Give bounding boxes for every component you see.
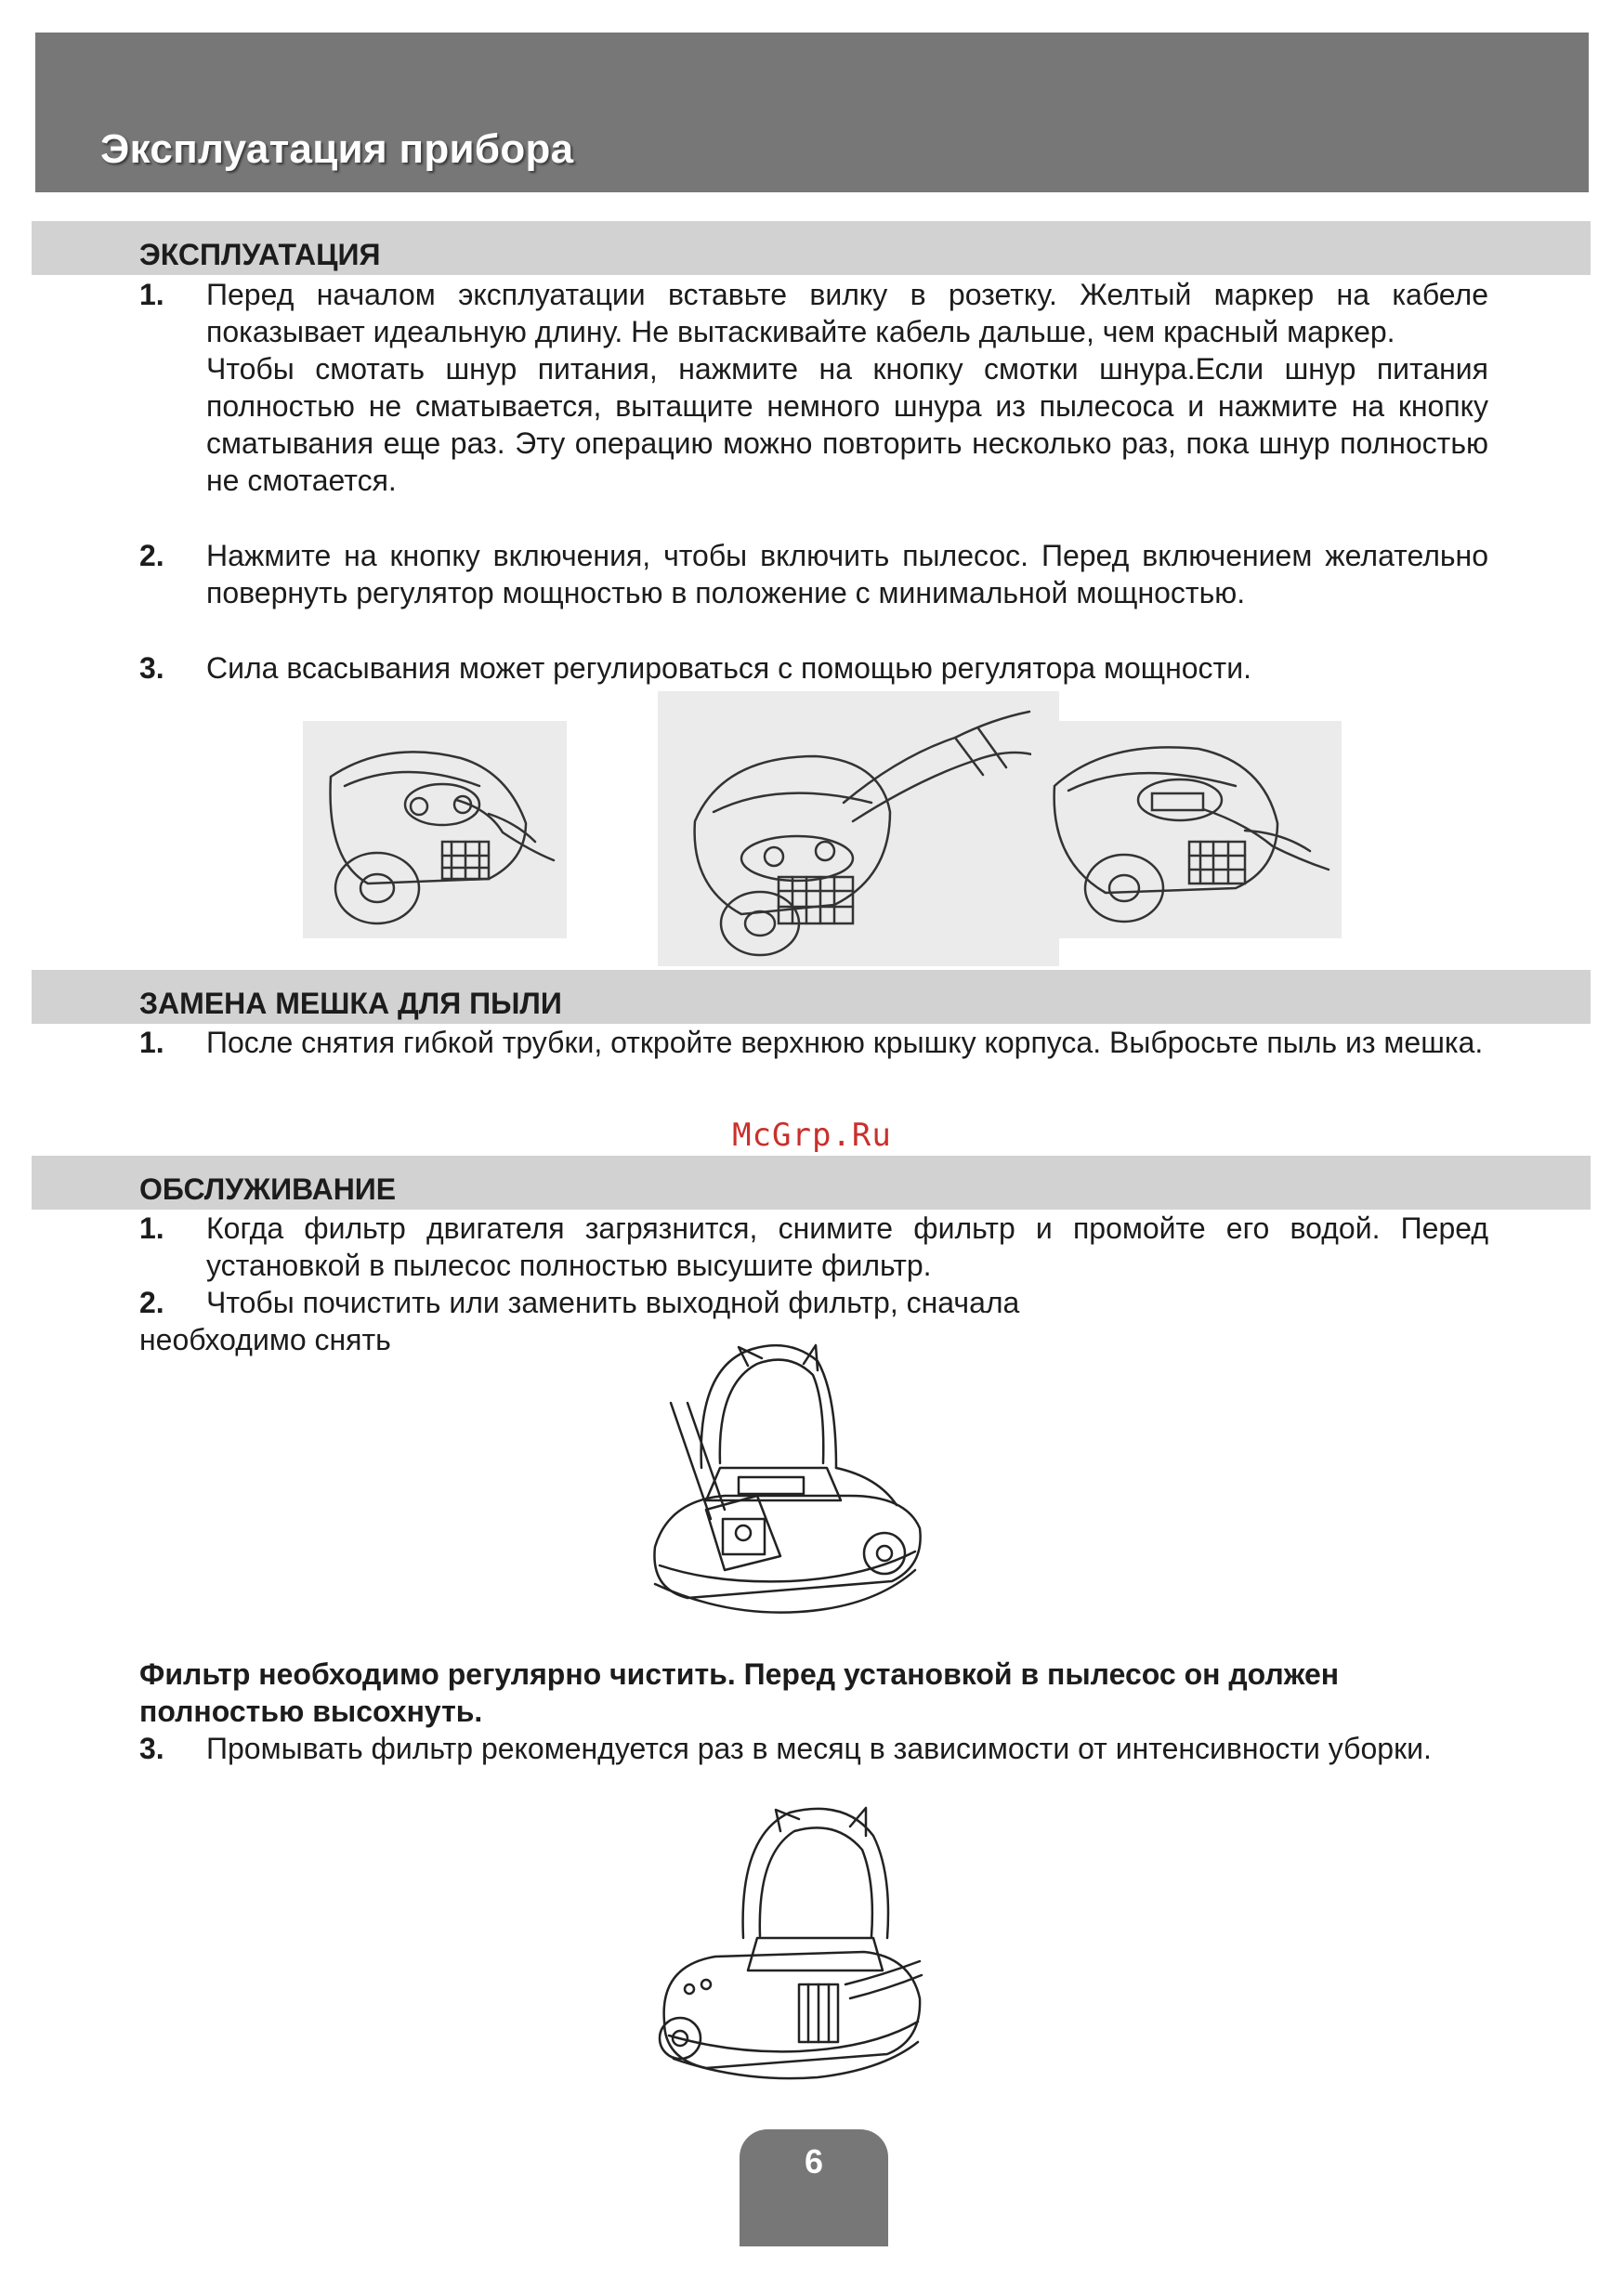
item-text: Промывать фильтр рекомендуется раз в месяц в зависимости от интенсивности уборки. [206, 1732, 1432, 1765]
maintenance-item-2-continuation: необходимо снять [139, 1323, 391, 1356]
section-title-operation: ЭКСПЛУАТАЦИЯ [139, 238, 381, 271]
item-text: Нажмите на кнопку включения, чтобы включить пылесос. Перед включением желательно повернуть регулятор мощностью в положение с минимальной мощностью. [206, 539, 1488, 609]
operation-item-2 [139, 537, 1488, 611]
item-number: 1. [139, 1026, 164, 1059]
vacuum-cord-illustration [303, 721, 567, 938]
item-number: 1. [139, 278, 164, 311]
filter-note [139, 1656, 1488, 1730]
item-text-continued: Чтобы смотать шнур питания, нажмите на кнопку смотки шнура.Если шнур питания полностью не сматывается, вытащите немного шнура из пылесоса и нажмите на кнопку сматывания еще раз. Эту операцию можно повторить несколько раз, пока шнур полностью не смотается. [206, 352, 1488, 497]
section-title-maintenance: ОБСЛУЖИВАНИЕ [139, 1172, 397, 1206]
item-text: Чтобы почистить или заменить выходной фильтр, сначала [206, 1286, 1020, 1319]
item-number: 1. [139, 1211, 164, 1245]
item-text: Когда фильтр двигателя загрязнится, снимите фильтр и промойте его водой. Перед установкой в пылесос полностью высушите фильтр. [206, 1211, 1488, 1282]
item-number: 3. [139, 1732, 164, 1765]
filter-note-text: Фильтр необходимо регулярно чистить. Перед установкой в пылесос он должен полностью высохнуть. [139, 1657, 1340, 1728]
filter-washing-illustration [650, 1799, 929, 2083]
operation-item-1 [139, 276, 1488, 499]
section-title-bag: ЗАМЕНА МЕШКА ДЛЯ ПЫЛИ [139, 987, 562, 1020]
watermark: McGrp.Ru [732, 1117, 892, 1154]
filter-removal-illustration [650, 1338, 929, 1618]
vacuum-button-illustration [1031, 721, 1342, 938]
item-number: 2. [139, 1286, 164, 1319]
item-text: После снятия гибкой трубки, откройте верхнюю крышку корпуса. Выбросьте пыль из мешка. [206, 1026, 1484, 1059]
page-title: Эксплуатация прибора [100, 126, 574, 172]
maintenance-item-1 [139, 1210, 1488, 1284]
item-text: Перед началом эксплуатации вставьте вилку в розетку. Желтый маркер на кабеле показывает идеальную длину. Не вытаскивайте кабель дальше, чем красный маркер. [206, 278, 1488, 348]
maintenance-item-3 [139, 1730, 1488, 1767]
maintenance-item-2 [139, 1284, 1488, 1321]
page-number-tab [740, 2129, 888, 2246]
operation-item-3 [139, 649, 1488, 687]
bag-item-1 [139, 1024, 1488, 1061]
page-number: 6 [804, 2142, 824, 2180]
item-number: 3. [139, 651, 164, 685]
vacuum-power-illustration [658, 691, 1059, 966]
item-number: 2. [139, 539, 164, 572]
item-text: Сила всасывания может регулироваться с помощью регулятора мощности. [206, 651, 1251, 685]
